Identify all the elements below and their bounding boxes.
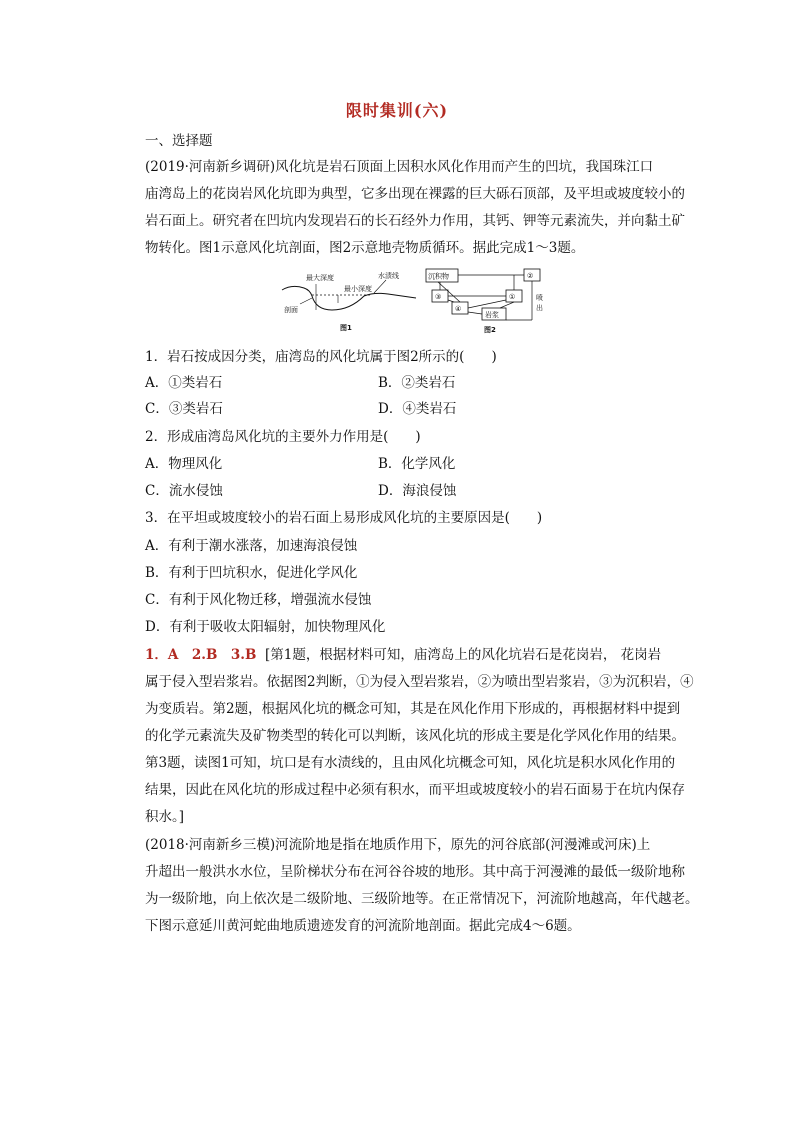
figure1-profile <box>282 271 416 332</box>
q2-option-d: D．海浪侵蚀 <box>378 483 457 499</box>
q1-option-a: A．①类岩石 <box>145 375 223 391</box>
intro2-line: 为一级阶地，向上依次是二级阶地、三级阶地等。在正常情况下，河流阶地越高，年代越老。 <box>145 891 699 907</box>
q3-option-d: D．有利于吸收太阳辐射，加快物理风化 <box>145 619 386 635</box>
fig1-min-depth-label: 最小深度 <box>344 285 372 293</box>
figure-weathering-pit <box>278 266 558 340</box>
q2-option-c: C．流水侵蚀 <box>145 483 223 499</box>
fig2-eruption-label-a: 喷 <box>536 294 543 302</box>
intro2-line: (2018·河南新乡三模)河流阶地是指在地质作用下，原先的河谷底部(河漫滩或河床)上 <box>145 837 651 853</box>
q1-option-c: C．③类岩石 <box>145 401 223 417</box>
fig2-box-2: ② <box>527 272 534 280</box>
answer-explanation-line: 第3题，读图1可知，坑口是有水渍线的，且由风化坑概念可知，风化坑是积水风化作用的 <box>145 755 676 771</box>
answer-explanation-line: 的化学元素流失及矿物类型的转化可以判断，该风化坑的形成主要是化学风化作用的结果。 <box>145 728 685 744</box>
fig2-box-1: ① <box>509 293 516 301</box>
fig2-caption: 图2 <box>484 326 496 334</box>
fig2-eruption-label-b: 出 <box>536 304 543 312</box>
intro1-line: 岩石面上。研究者在凹坑内发现岩石的长石经外力作用，其钙、钾等元素流失，并向黏土矿 <box>145 213 685 229</box>
intro1-line: (2019·河南新乡调研)风化坑是岩石顶面上因积水风化作用而产生的凹坑，我国珠江口 <box>145 159 654 175</box>
fig2-sediment-box: 沉积物 <box>428 272 449 281</box>
intro2-line: 下图示意延川黄河蛇曲地质遗迹发育的河流阶地剖面。据此完成4～6题。 <box>145 918 581 934</box>
intro2-line: 升超出一般洪水水位，呈阶梯状分布在河谷谷坡的地形。其中高于河漫滩的最低一级阶地称 <box>145 864 685 880</box>
answer-explanation-line: [第1题，根据材料可知，庙湾岛上的风化坑岩石是花岗岩， 花岗岩 <box>264 647 662 663</box>
fig1-caption: 图1 <box>340 324 352 332</box>
q3-option-a: A．有利于潮水涨落，加速海浪侵蚀 <box>145 538 358 554</box>
q2-option-a: A．物理风化 <box>145 456 223 472</box>
fig1-profile-label: 剖面 <box>284 306 298 314</box>
question-3-stem: 3．在平坦或坡度较小的岩石面上易形成风化坑的主要原因是( ) <box>145 510 543 526</box>
fig1-max-depth-label: 最大深度 <box>306 274 334 282</box>
answer-explanation-line: 结果，因此在风化坑的形成过程中必须有积水，而平坦或坡度较小的岩石面易于在坑内保存 <box>145 782 685 798</box>
figure2-rock-cycle <box>426 269 543 334</box>
question-2-stem: 2．形成庙湾岛风化坑的主要外力作用是( ) <box>145 429 421 445</box>
answer-explanation-line: 积水。] <box>145 809 185 825</box>
q3-option-b: B．有利于凹坑积水，促进化学风化 <box>145 565 358 581</box>
answer-keys: 1．A 2.B 3.B <box>145 647 257 663</box>
section-heading: 一、选择题 <box>145 133 213 149</box>
q3-option-c: C．有利于风化物迁移，增强流水侵蚀 <box>145 592 372 608</box>
q2-option-b: B．化学风化 <box>378 456 456 472</box>
answer-first-line <box>145 645 661 665</box>
intro1-line: 物转化。图1示意风化坑剖面，图2示意地壳物质循环。据此完成1～3题。 <box>145 240 585 256</box>
fig2-box-3: ③ <box>435 293 442 301</box>
question-1-stem: 1．岩石按成因分类，庙湾岛的风化坑属于图2所示的( ) <box>145 349 497 365</box>
fig1-water-line-label: 水渍线 <box>378 272 399 280</box>
figure-svg <box>278 266 558 340</box>
q1-option-d: D．④类岩石 <box>378 401 457 417</box>
intro1-line: 庙湾岛上的花岗岩风化坑即为典型，它多出现在裸露的巨大砾石顶部，及平坦或坡度较小的 <box>145 186 685 202</box>
q1-option-b: B．②类岩石 <box>378 375 456 391</box>
answer-explanation-line: 为变质岩。第2题，根据风化坑的概念可知，其是在风化作用下形成的，再根据材料中提到 <box>145 701 681 717</box>
fig2-magma-box: 岩浆 <box>485 311 499 319</box>
answer-explanation-line: 属于侵入型岩浆岩。依据图2判断，①为侵入型岩浆岩，②为喷出型岩浆岩，③为沉积岩，④ <box>145 674 694 690</box>
fig2-box-4: ④ <box>455 305 462 313</box>
page-title: 限时集训(六) <box>345 101 449 120</box>
